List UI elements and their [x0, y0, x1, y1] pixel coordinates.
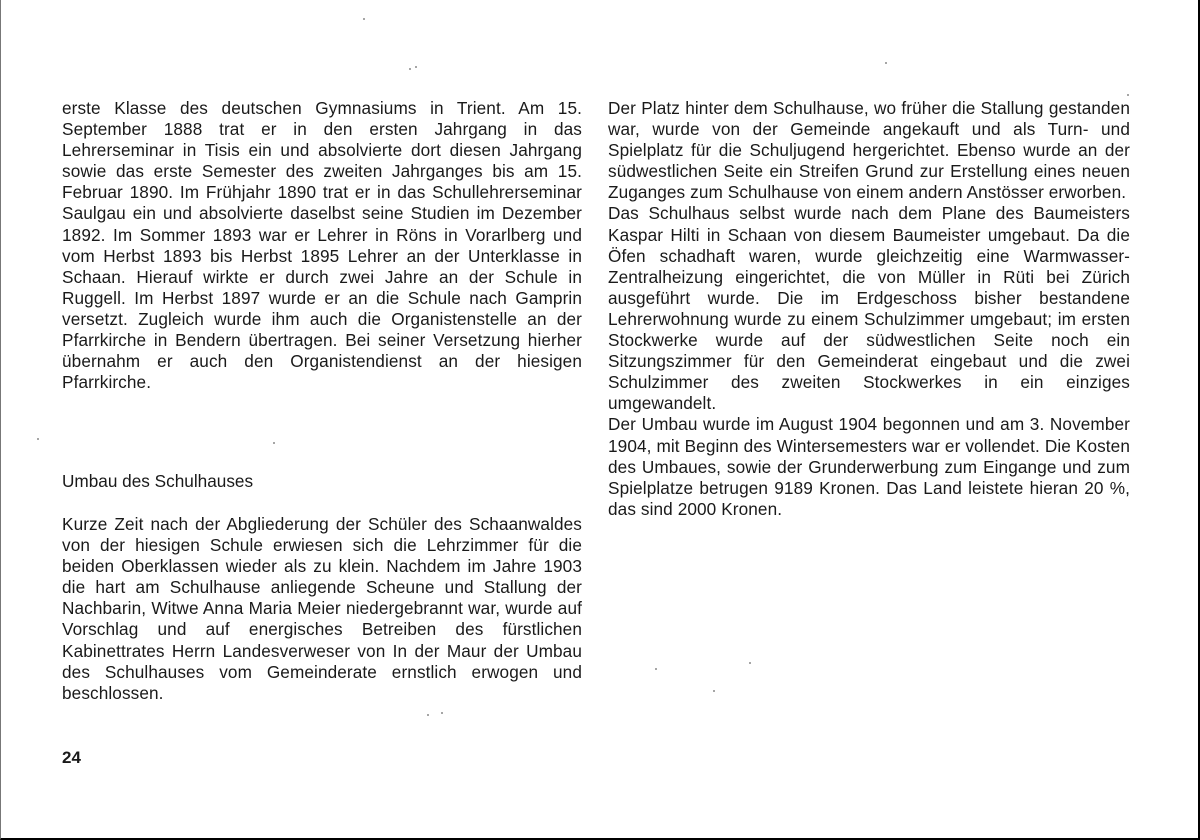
- left-column: [62, 98, 582, 393]
- scan-speck: [273, 442, 275, 444]
- scan-speck: [885, 62, 887, 64]
- scan-speck: [409, 68, 411, 70]
- right-paragraph-3: Der Umbau wurde im August 1904 begonnen und am 3. November 1904, mit Beginn des Wintersemesters war er vollendet. Die Kosten des Umbaues, sowie der Grunderwerbung zum Eingange und zum Spielplatze betrugen 9189 Kronen. Das Land leistete hieran 20 %, das sind 2000 Kronen.: [608, 414, 1130, 519]
- page-number: 24: [62, 748, 81, 767]
- scan-speck: [37, 438, 39, 440]
- section-heading: Umbau des Schulhauses: [62, 471, 254, 491]
- scan-speck: [655, 668, 657, 670]
- scan-speck: [427, 714, 429, 716]
- scan-speck: [441, 712, 443, 714]
- scan-speck: [713, 690, 715, 692]
- scan-speck: [749, 662, 751, 664]
- scan-speck: [415, 66, 417, 68]
- left-column-lower: [62, 514, 582, 704]
- right-paragraph-1: Der Platz hinter dem Schulhause, wo früher die Stallung gestanden war, wurde von der Gemeinde angekauft und als Turn- und Spielplatz für die Schuljugend hergerichtet. Ebenso wurde an der südwestlichen Seite ein Streifen Grund zur Erstellung eines neuen Zuganges zum Schulhause von einem andern Anstösser erworben.: [608, 98, 1130, 203]
- scan-speck: [363, 18, 365, 20]
- right-column: [608, 98, 1130, 520]
- left-paragraph-1: erste Klasse des deutschen Gymnasiums in Trient. Am 15. September 1888 trat er in den ersten Jahrgang in das Lehrerseminar in Tisis ein und absolvierte dort diesen Jahrgang sowie das erste Semester des zweiten Jahrganges bis am 15. Februar 1890. Im Frühjahr 1890 trat er in das Schullehrerseminar Saulgau ein und absolvierte daselbst seine Studien im Dezember 1892. Im Sommer 1893 war er Lehrer in Röns in Vorarlberg und vom Herbst 1893 bis Herbst 1895 Lehrer an der Unterklasse in Schaan. Hierauf wirkte er durch zwei Jahre an der Schule in Ruggell. Im Herbst 1897 wurde er an die Schule nach Gamprin versetzt. Zugleich wurde ihm auch die Organistenstelle an der Pfarrkirche in Bendern übertragen. Bei seiner Versetzung hierher übernahm er auch den Organistendienst an der hiesigen Pfarrkirche.: [62, 98, 582, 393]
- left-paragraph-2: Kurze Zeit nach der Abgliederung der Schüler des Schaanwaldes von der hiesigen Schule erwiesen sich die Lehrzimmer für die beiden Oberklassen wieder als zu klein. Nachdem im Jahre 1903 die hart am Schulhause anliegende Scheune und Stallung der Nachbarin, Witwe Anna Maria Meier niedergebrannt war, wurde auf Vorschlag und auf energisches Betreiben des fürstlichen Kabinettrates Herrn Landesverweser von In der Maur der Umbau des Schulhauses vom Gemeinderate ernstlich erwogen und beschlossen.: [62, 514, 582, 703]
- scan-speck: [1127, 94, 1129, 96]
- right-paragraph-2: Das Schulhaus selbst wurde nach dem Plane des Baumeisters Kaspar Hilti in Schaan von diesem Baumeister umgebaut. Da die Öfen schadhaft waren, wurde gleichzeitig eine Warmwasser-Zentralheizung eingerichtet, die von Müller in Rüti bei Zürich ausgeführt wurde. Die im Erdgeschoss bisher bestandene Lehrerwohnung wurde zu einem Schulzimmer umgebaut; im ersten Stockwerke wurde auf der südwestlichen Seite noch ein Sitzungszimmer für den Gemeinderat eingebaut und die zwei Schulzimmer des zweiten Stockwerkes in ein einziges umgewandelt.: [608, 203, 1130, 414]
